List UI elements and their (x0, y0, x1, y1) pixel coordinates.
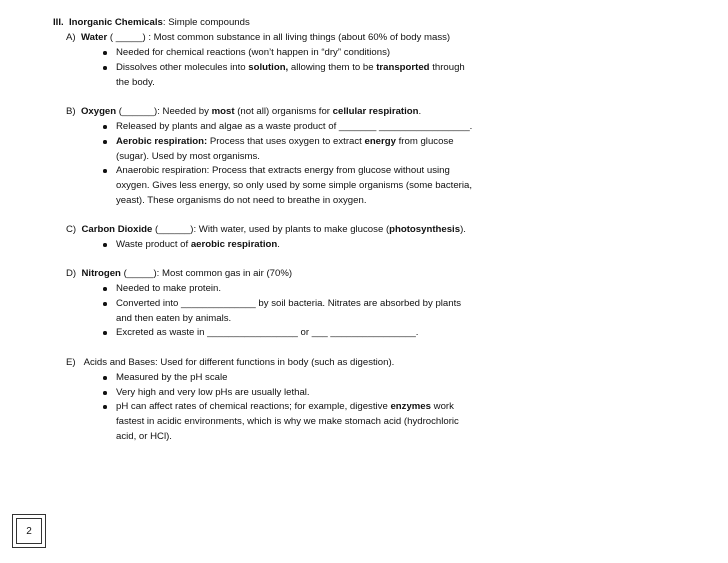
text-run: (______): Needed by (116, 106, 212, 117)
text-run: through (429, 62, 465, 73)
water-bullet-2-cont: the body. (116, 77, 155, 88)
text-run: (not all) organisms for (234, 106, 333, 117)
bullet-icon (103, 169, 107, 173)
co2-heading (66, 223, 466, 236)
bullet-icon (103, 125, 107, 129)
oxygen-bullet-2-cont: (sugar). Used by most organisms. (116, 151, 260, 162)
water-bullet-1: Needed for chemical reactions (won’t happen in “dry” conditions) (116, 47, 391, 58)
text-run: (______): With water, used by plants to make glucose ( (152, 224, 390, 235)
text-run: Dissolves other molecules into (116, 62, 249, 73)
page-number: 2 (16, 518, 42, 544)
bullet-icon (103, 51, 107, 55)
oxygen-bullet-3-line-2: oxygen. Gives less energy, so only used by some simple organisms (some bacteria, (116, 180, 473, 191)
nitrogen-intro: (_____): Most common gas in air (70%) (120, 268, 293, 279)
water-name: Water (80, 32, 108, 43)
oxygen-bullet-3-line-3: yeast). These organisms do not need to breathe in oxygen. (116, 195, 367, 206)
water-letter: A) (66, 32, 76, 43)
bullet-icon (103, 376, 107, 380)
section-subtitle: : Simple compounds (162, 17, 250, 28)
bullet-icon (103, 66, 107, 70)
text-run: . (277, 239, 280, 250)
oxygen-letter: B) (66, 106, 76, 117)
text-run-bold: transported (376, 62, 430, 73)
acids-bullet-2: Very high and very low pHs are usually lethal. (116, 387, 310, 398)
oxygen-bullet-1: Released by plants and algae as a waste product of _______ _________________. (116, 121, 473, 132)
text-run: Process that uses oxygen to extract (207, 136, 365, 147)
bullet-icon (103, 140, 107, 144)
acids-intro: Acids and Bases: Used for different functions in body (such as digestion). (83, 357, 395, 368)
nitrogen-bullet-2-line-2: and then eaten by animals. (116, 313, 232, 324)
text-run-bold: photosynthesis (389, 224, 461, 235)
acids-letter: E) (66, 357, 76, 368)
bullet-icon (103, 391, 107, 395)
text-run: allowing them to be (288, 62, 377, 73)
text-run-bold: Aerobic respiration: (116, 136, 208, 147)
text-run-bold: enzymes (390, 401, 431, 412)
text-run: pH can affect rates of chemical reactions; for example, digestive (116, 401, 391, 412)
bullet-icon (103, 302, 107, 306)
bullet-icon (103, 287, 107, 291)
text-run-bold: most (211, 106, 235, 117)
text-run: . (418, 106, 422, 117)
section-numeral: III. (53, 17, 64, 28)
page-number-box (12, 514, 46, 548)
text-run: work (430, 401, 454, 412)
acids-bullet-3-line-3: acid, or HCl). (116, 431, 172, 442)
oxygen-bullet-2 (116, 135, 454, 148)
co2-letter: C) (66, 224, 77, 235)
bullet-icon (103, 331, 107, 335)
text-run-bold: aerobic respiration (190, 239, 278, 250)
nitrogen-letter: D) (66, 268, 77, 279)
section-title: Inorganic Chemicals (69, 17, 163, 28)
text-run: ). (460, 224, 466, 235)
acids-bullet-1: Measured by the pH scale (116, 372, 228, 383)
oxygen-name: Oxygen (80, 106, 117, 117)
nitrogen-bullet-2-line-1: Converted into ______________ by soil bacteria. Nitrates are absorbed by plants (116, 298, 462, 309)
text-run-bold: solution, (248, 62, 289, 73)
bullet-icon (103, 243, 107, 247)
water-intro: ( _____) : Most common substance in all living things (about 60% of body mass) (107, 32, 451, 43)
text-run: Waste product of (116, 239, 191, 250)
nitrogen-bullet-3: Excreted as waste in _________________ or ___ ________________. (116, 327, 419, 338)
acids-bullet-3-line-2: fastest in acidic environments, which is why we make stomach acid (hydrochloric (116, 416, 459, 427)
section-heading (53, 16, 250, 29)
co2-bullet-1 (116, 238, 280, 251)
nitrogen-name: Nitrogen (81, 268, 121, 279)
acids-heading (66, 356, 394, 369)
co2-name: Carbon Dioxide (81, 224, 153, 235)
text-run: from glucose (395, 136, 454, 147)
bullet-icon (103, 405, 107, 409)
nitrogen-bullet-1: Needed to make protein. (116, 283, 222, 294)
oxygen-bullet-3-line-1: Anaerobic respiration: Process that extracts energy from glucose without using (116, 165, 450, 176)
oxygen-heading (66, 105, 421, 118)
acids-bullet-3-line-1 (116, 400, 454, 413)
text-run-bold: energy (364, 136, 396, 147)
nitrogen-heading (66, 267, 292, 280)
water-bullet-2 (116, 61, 465, 74)
text-run-bold: cellular respiration (332, 106, 419, 117)
water-heading (66, 31, 450, 44)
